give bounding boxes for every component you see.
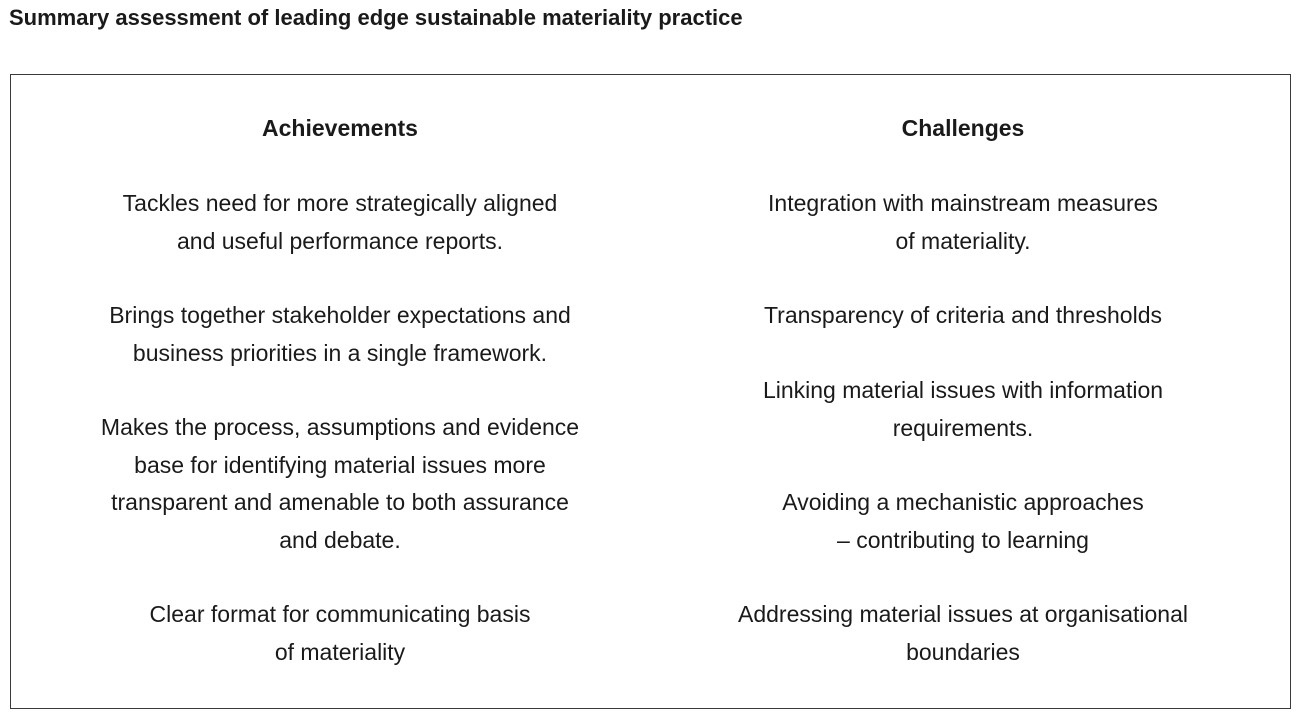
item-line: boundaries (906, 638, 1020, 665)
item-line: transparent and amenable to both assurance (111, 489, 569, 515)
challenge-item (661, 484, 1265, 559)
challenge-item (661, 297, 1265, 335)
item-line: of materiality (274, 638, 406, 665)
achievement-item (11, 297, 669, 372)
item-line: business priorities in a single framework. (132, 339, 548, 366)
item-line: base for identifying material issues more (134, 451, 546, 478)
challenges-heading: Challenges (901, 115, 1025, 141)
item-line: Brings together stakeholder expectations and (109, 302, 571, 328)
item-line: Avoiding a mechanistic approaches (782, 489, 1144, 515)
item-line: Tackles need for more strategically aligned (122, 190, 558, 216)
achievement-item (11, 409, 669, 559)
challenge-item (661, 185, 1265, 260)
assessment-table (10, 74, 1291, 709)
item-line: Makes the process, assumptions and evidence (100, 414, 580, 440)
achievements-heading: Achievements (262, 115, 418, 141)
item-line: Linking material issues with information (762, 377, 1164, 403)
item-line: of materiality. (895, 227, 1031, 254)
item-line: Addressing material issues at organisational (737, 601, 1189, 627)
item-line: Integration with mainstream measures (768, 190, 1158, 216)
item-line: requirements. (892, 414, 1034, 441)
item-line: – contributing to learning (837, 526, 1089, 553)
item-line: Transparency of criteria and thresholds (763, 302, 1162, 328)
page-title: Summary assessment of leading edge sustainable materiality practice (9, 5, 743, 30)
item-line: and debate. (279, 526, 401, 553)
item-line: Clear format for communicating basis (149, 601, 531, 627)
item-line: and useful performance reports. (176, 227, 503, 254)
achievement-item (11, 596, 669, 671)
achievement-item (11, 185, 669, 260)
challenge-item (661, 372, 1265, 447)
challenge-item (661, 596, 1265, 671)
